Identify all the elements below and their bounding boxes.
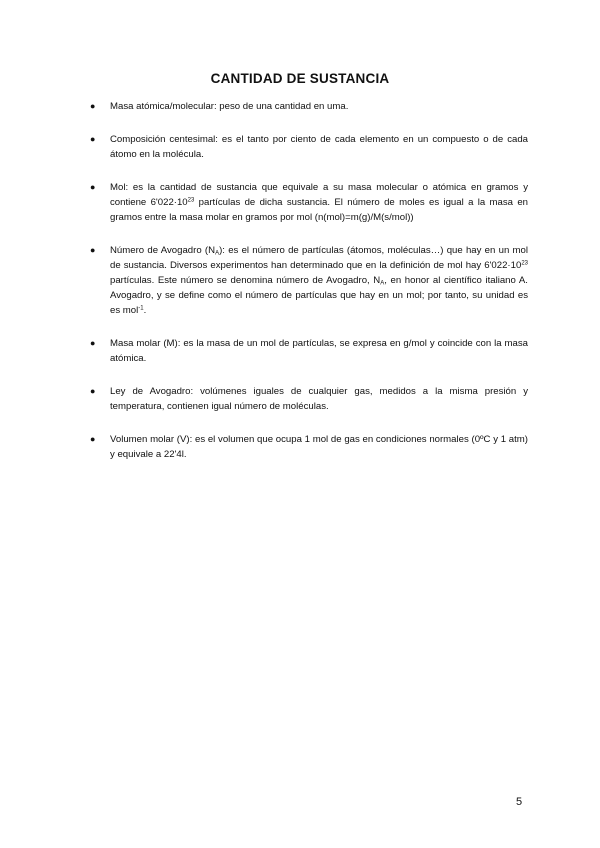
exponent: -1: [138, 305, 144, 312]
list-item-ley-avogadro: [90, 384, 528, 414]
item-text-part: partículas. Este número se denomina número de Avogadro, N: [110, 275, 381, 286]
list-item-numero-avogadro: [90, 243, 528, 318]
item-text: Ley de Avogadro: volúmenes iguales de cualquier gas, medidos a la misma presión y temperatura, contienen igual número de moléculas.: [110, 386, 528, 412]
bullet-icon: ●: [90, 182, 96, 192]
bullet-icon: ●: [90, 338, 96, 348]
item-text: Masa molar (M): es la masa de un mol de partículas, se expresa en g/mol y coincide con la masa atómica.: [110, 338, 528, 364]
exponent: 23: [521, 260, 528, 267]
item-text: Masa atómica/molecular: peso de una cantidad en uma.: [110, 101, 349, 112]
item-text-part: Número de Avogadro (N: [110, 245, 216, 256]
item-text: Composición centesimal: es el tanto por ciento de cada elemento en un compuesto o de cada átomo en la molécula.: [110, 134, 528, 160]
item-text-part: , en honor al científico italiano A. Avogadro, y se define como el número de partículas que hay en un mol; por tanto, su unidad es es mol: [110, 275, 528, 316]
list-item-mol: [90, 180, 528, 225]
item-text-part: .: [143, 305, 147, 316]
bullet-icon: ●: [90, 101, 96, 111]
list-item-volumen-molar: [90, 432, 528, 462]
subscript: A: [215, 250, 220, 257]
list-item-composicion-centesimal: [90, 132, 528, 162]
list-item-masa-atomica: [90, 99, 528, 114]
definition-list: [90, 99, 528, 480]
item-text: Volumen molar (V): es el volumen que ocupa 1 mol de gas en condiciones normales (0ºC y 1 atm) y equivale a 22'4l.: [110, 434, 528, 460]
bullet-icon: ●: [90, 245, 96, 255]
page-title: CANTIDAD DE SUSTANCIA: [210, 71, 390, 86]
bullet-icon: ●: [90, 434, 96, 444]
subscript: A: [380, 280, 385, 287]
list-item-masa-molar: [90, 336, 528, 366]
bullet-icon: ●: [90, 386, 96, 396]
exponent: 23: [187, 197, 195, 204]
item-text-part: partículas de dicha sustancia. El número de moles es igual a la masa en gramos entre la masa molar en gramos por mol (n(mol)=m(g)/M(s/mol)): [110, 197, 528, 223]
bullet-icon: ●: [90, 134, 96, 144]
item-text-part: ): es el número de partículas (átomos, moléculas…) que hay en un mol de sustancia. Diversos experimentos han determinado que en la definición de mol hay 6'022·10: [110, 245, 528, 271]
item-text-part: Mol: es la cantidad de sustancia que equivale a su masa molecular o atómica en gramos y contiene 6'022·10: [110, 182, 528, 208]
page-number: 5: [516, 796, 523, 808]
